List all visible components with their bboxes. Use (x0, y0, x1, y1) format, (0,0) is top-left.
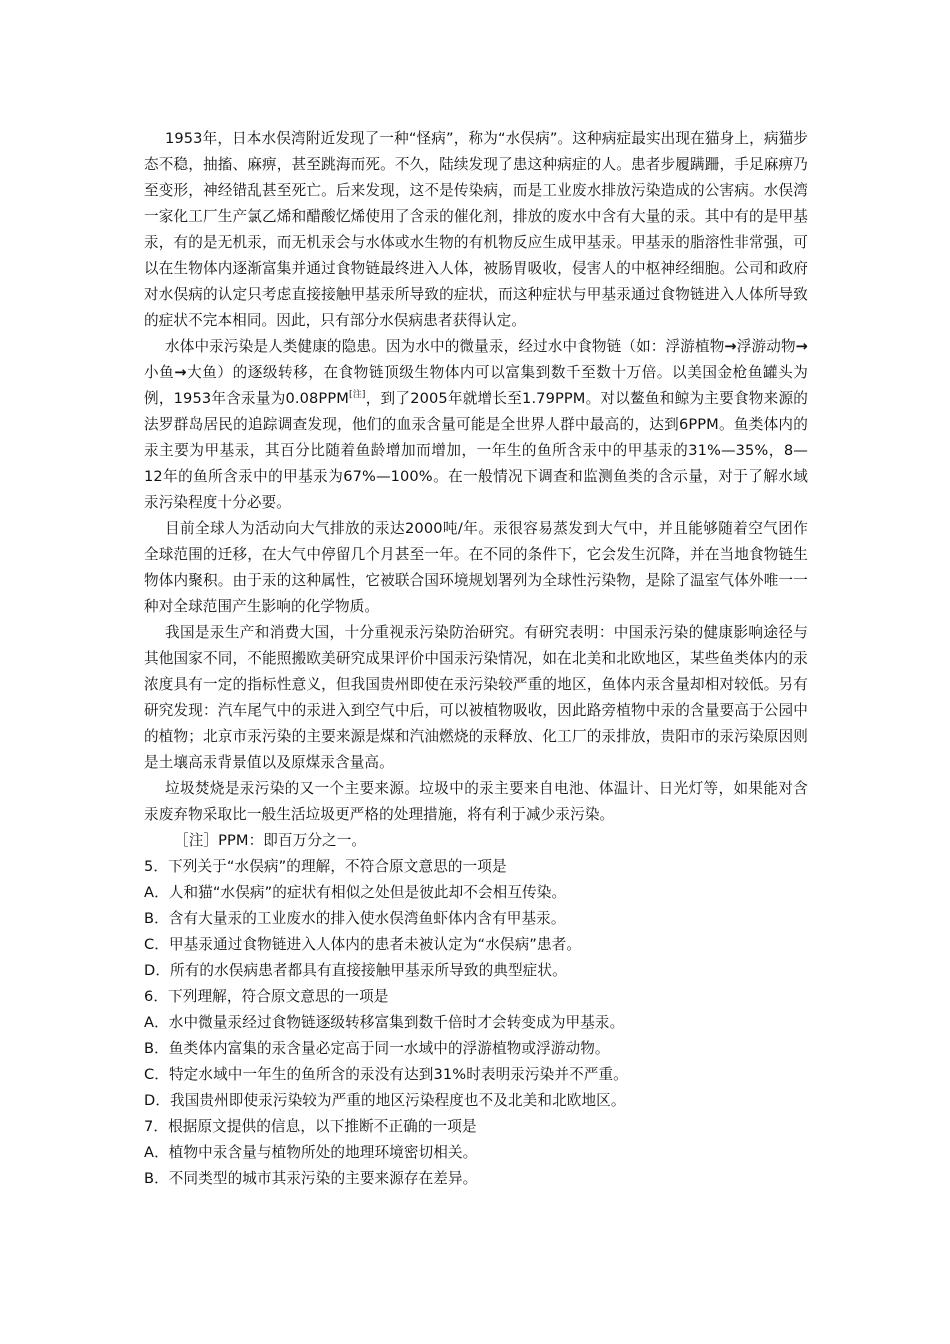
question-7-option-b: B．不同类型的城市其汞污染的主要来源存在差异。 (144, 1170, 478, 1187)
question-5-option-b: B．含有大量汞的工业废水的排入使水俣湾鱼虾体内含有甲基汞。 (144, 910, 566, 927)
document-page (144, 126, 808, 1192)
paragraph-4: 我国是汞生产和消费大国，十分重视汞污染防治研究。有研究表明：中国汞污染的健康影响途径与其他国家不同，不能照搬欧美研究成果评价中国汞污染情况，如在北美和北欧地区，某些鱼类体内的汞浓度具有一定的指标性意义，但我国贵州即使在汞污染较严重的地区，鱼体内汞含量却相对较低。另有研究发现：汽车尾气中的汞进入到空气中后，可以被植物吸收，因此路旁植物中汞的含量要高于公园中的植物；北京市汞污染的主要来源是煤和汽油燃烧的汞释放、化工厂的汞排放，贵阳市的汞污染原因则是土壤高汞背景值以及原煤汞含量高。 (144, 624, 808, 771)
footnote: ［注］PPM：即百万分之一。 (174, 832, 367, 849)
question-6: 6．下列理解，符合原文意思的一项是 (144, 988, 389, 1005)
question-6-option-a: A．水中微量汞经过食物链逐级转移富集到数千倍时才会转变成为甲基汞。 (144, 1014, 625, 1031)
question-5-option-d: D．所有的水俣病患者都具有直接接触甲基汞所导致的典型症状。 (144, 962, 567, 979)
paragraph-2-part-e: ，到了2005年就增长至1.79PPM。对以鳌鱼和鲸为主要食物来源的法罗群岛居民的追踪调查发现，他们的血汞含量可能是全世界人群中最高的，达到6PPM。鱼类体内的汞主要为甲基汞，其百分比随着鱼龄增加而增加，一年生的鱼所含汞中的甲基汞的31%—35%，8—12年的鱼所含汞中的甲基汞为67%—100%。在一般情况下调查和监测鱼类的含示量，对于了解水域汞污染程度十分必要。 (144, 390, 808, 511)
question-7: 7．根据原文提供的信息，以下推断不正确的一项是 (144, 1118, 477, 1135)
paragraph-2-part-d: 大鱼）的逐级转移，在食物链顶级生物体内可以富集到数千至数十万倍。以美国金枪鱼罐头为例，1953年含汞量为0.08PPM (144, 364, 808, 407)
question-5-option-c: C．甲基汞通过食物链进入人体内的患者未被认定为“水俣病”患者。 (144, 936, 582, 953)
question-6-option-c: C．特定水域中一年生的鱼所含的汞没有达到31%时表明汞污染并不严重。 (144, 1066, 628, 1083)
question-5: 5．下列关于“水俣病”的理解，不符合原文意思的一项是 (144, 858, 507, 875)
arrow-icon: → (174, 364, 187, 381)
question-6-option-d: D．我国贵州即使汞污染较为严重的地区污染程度也不及北美和北欧地区。 (144, 1092, 626, 1109)
question-7-option-a: A．植物中汞含量与植物所处的地理环境密切相关。 (144, 1144, 478, 1161)
arrow-icon: → (724, 338, 737, 355)
arrow-icon: → (795, 338, 808, 355)
paragraph-2 (144, 334, 808, 516)
footnote-mark: [注] (348, 390, 366, 400)
paragraph-3: 目前全球人为活动向大气排放的汞达2000吨/年。汞很容易蒸发到大气中，并且能够随着空气团作全球范围的迁移，在大气中停留几个月甚至一年。在不同的条件下，它会发生沉降，并在当地食物链生物体内聚积。由于汞的这种属性，它被联合国环境规划署列为全球性污染物，是除了温室气体外唯一一种对全球范围产生影响的化学物质。 (144, 520, 808, 615)
question-5-option-a: A．人和猫“水俣病”的症状有相似之处但是彼此却不会相互传染。 (144, 884, 567, 901)
paragraph-5: 垃圾焚烧是汞污染的又一个主要来源。垃圾中的汞主要来自电池、体温计、日光灯等，如果能对含汞废弃物采取比一般生活垃圾更严格的处理措施，将有利于减少汞污染。 (144, 780, 808, 823)
paragraph-2-part-b: 浮游动物 (736, 338, 796, 355)
question-6-option-b: B．鱼类体内富集的汞含量必定高于同一水域中的浮游植物或浮游动物。 (144, 1040, 610, 1057)
paragraph-2-part-a: 水体中汞污染是人类健康的隐患。因为水中的微量汞，经过水中食物链（如：浮游植物 (165, 338, 725, 355)
paragraph-1: 1953年，日本水俣湾附近发现了一种“怪病”，称为“水俣病”。这种病症最实出现在猫身上，病猫步态不稳，抽搐、麻痹，甚至跳海而死。不久，陆续发现了患这种病症的人。患者步履蹒跚，手足麻痹乃至变形，神经错乱甚至死亡。后来发现，这不是传染病，而是工业废水排放污染造成的公害病。水俣湾一家化工厂生产氯乙烯和醋酸忆烯使用了含汞的催化剂，排放的废水中含有大量的汞。其中有的是甲基汞，有的是无机汞，而无机汞会与水体或水生物的有机物反应生成甲基汞。甲基汞的脂溶性非常强，可以在生物体内逐渐富集并通过食物链最终进入人体，被肠胃吸收，侵害人的中枢神经细胞。公司和政府对水俣病的认定只考虑直接接触甲基汞所导致的症状，而这种症状与甲基汞通过食物链进入人体所导致的症状不完本相同。因此，只有部分水俣病患者获得认定。 (144, 130, 808, 329)
paragraph-2-part-c: 小鱼 (144, 364, 175, 381)
